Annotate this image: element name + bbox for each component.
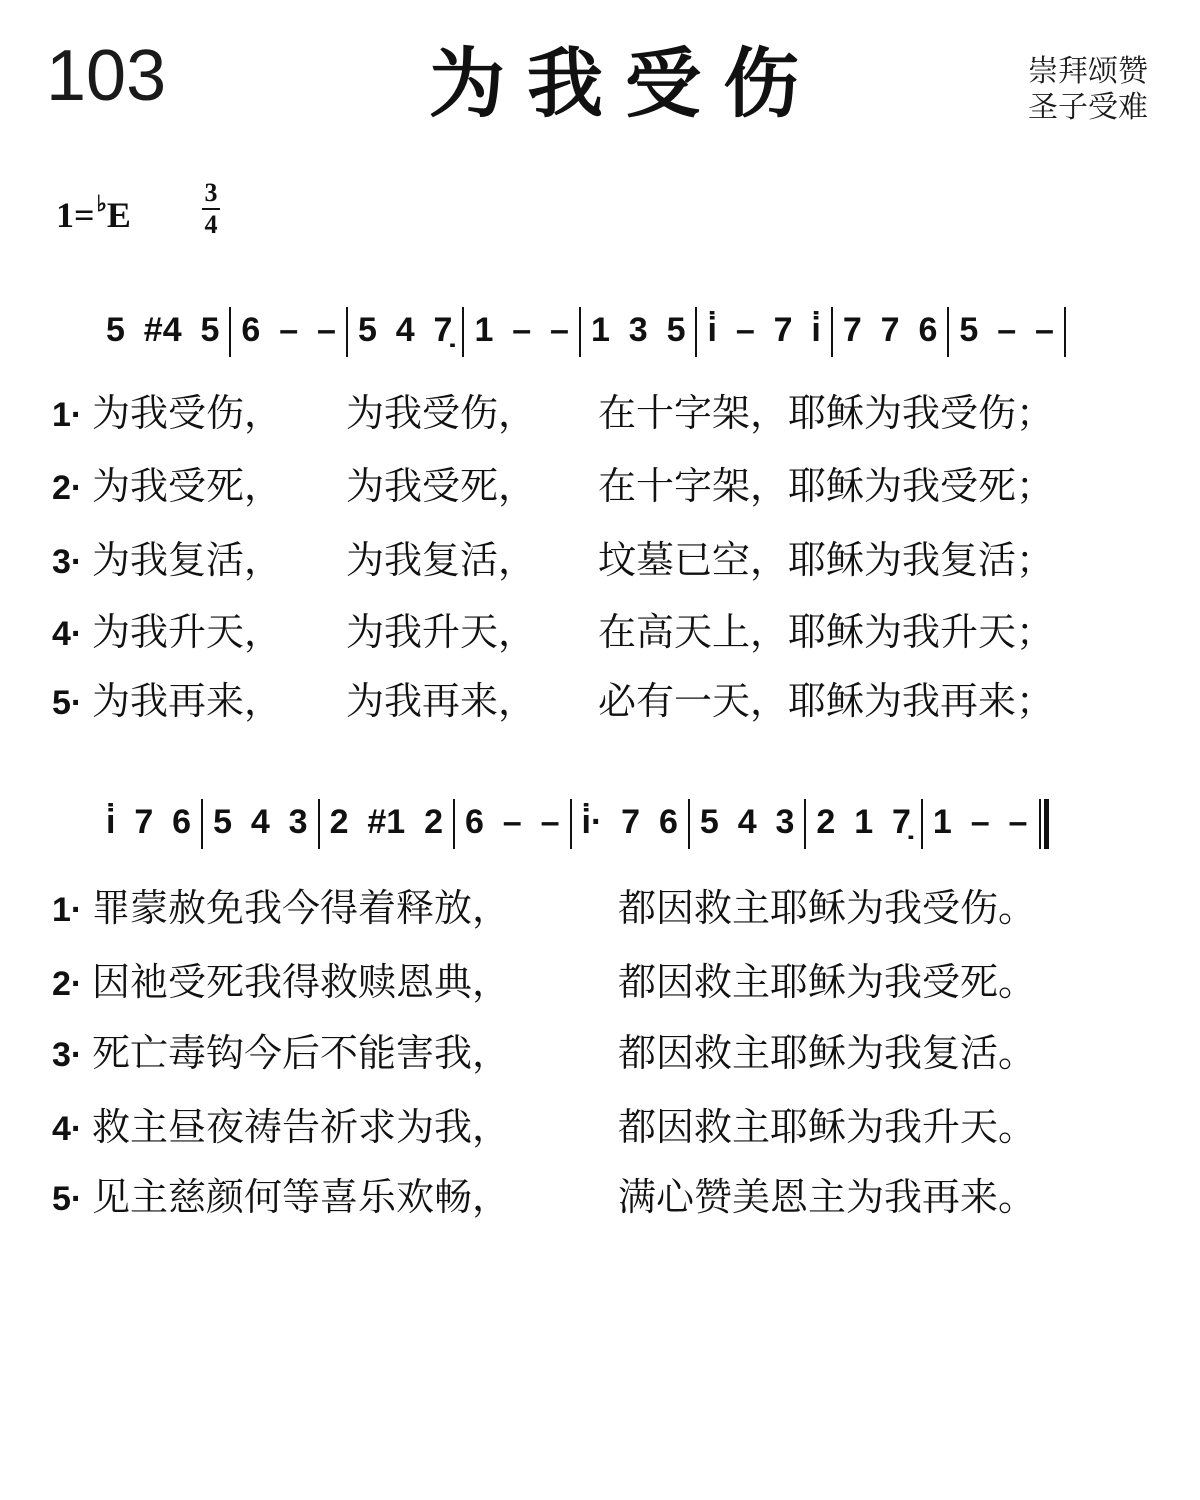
section2-verse-1 (52, 883, 1037, 933)
bar-line (462, 307, 464, 357)
section1-verse-3 (52, 535, 1055, 585)
verse-number: 5· (52, 1180, 83, 1218)
measure-notes: 5 #4 5 (106, 311, 220, 349)
hymn-number: 103 (46, 36, 167, 116)
lyric-phrase: 都因救主耶稣为我受伤。 (618, 886, 1037, 930)
lyric-phrase: 为我复活， (92, 538, 283, 582)
verse-number: 2· (52, 469, 83, 507)
verse-number: 1· (52, 396, 83, 434)
measure-notes: 2 #1 2 (329, 803, 443, 841)
lyric-phrase: 必有一天，耶稣为我再来； (598, 679, 1055, 723)
bar-line (346, 307, 348, 357)
bar-line (201, 799, 203, 849)
lyric-phrase: 救主昼夜祷告祈求为我， (92, 1105, 511, 1149)
key-letter: E (106, 195, 131, 235)
measure-notes: 5 4 3 (699, 803, 795, 841)
final-bar-line (1039, 799, 1049, 849)
measure-notes: i̇ – 7 i̇ (707, 311, 821, 349)
lyric-phrase: 为我受死， (346, 464, 537, 508)
section1-verse-2 (52, 461, 1055, 511)
key-prefix: 1= (56, 195, 95, 235)
category-line-2: 圣子受难 (1028, 90, 1148, 125)
lyric-phrase: 都因救主耶稣为我升天。 (618, 1105, 1037, 1149)
lyric-phrase: 为我升天， (346, 610, 537, 654)
lyric-phrase: 为我受死， (92, 464, 283, 508)
bar-line (688, 799, 690, 849)
flat-sign: ♭ (96, 191, 107, 216)
bar-line (229, 307, 231, 357)
section2-verse-5 (52, 1172, 1037, 1222)
hymn-title: 为我受伤 (429, 39, 821, 128)
section2-verse-2 (52, 957, 1037, 1007)
section2-verse-4 (52, 1102, 1037, 1152)
lyric-phrase: 在十字架，耶稣为我受死； (598, 464, 1055, 508)
key-signature (56, 193, 131, 233)
lyric-phrase: 因祂受死我得救赎恩典， (92, 960, 511, 1004)
section1-verse-4 (52, 607, 1055, 657)
verse-number: 2· (52, 965, 83, 1003)
section1-verse-1 (52, 388, 1055, 438)
bar-line (921, 799, 923, 849)
measure-notes: 1 3 5 (590, 311, 686, 349)
verse-number: 3· (52, 543, 83, 581)
lyric-phrase: 死亡毒钩今后不能害我， (92, 1031, 511, 1075)
verse-number: 1· (52, 891, 83, 929)
section1-verse-5 (52, 676, 1055, 726)
category-line-1: 崇拜颂赞 (1028, 54, 1148, 89)
measure-notes: 5 4 3 (213, 803, 308, 841)
bar-line (804, 799, 806, 849)
lyric-phrase: 满心赞美恩主为我再来。 (618, 1175, 1037, 1219)
verse-number: 5· (52, 684, 83, 722)
measure-notes: 2 1 7̣ (816, 803, 911, 841)
measure-notes: 7 7 6 (842, 311, 938, 349)
bar-line (831, 307, 833, 357)
bar-line (579, 307, 581, 357)
lyric-phrase: 为我受伤， (346, 391, 537, 435)
bar-line (947, 307, 949, 357)
lyric-phrase: 见主慈颜何等喜乐欢畅， (92, 1175, 511, 1219)
measure-notes: 1 – – (932, 803, 1028, 841)
lyric-phrase: 在十字架，耶稣为我受伤； (598, 391, 1055, 435)
measure-notes: 6 – – (465, 803, 560, 841)
time-top: 3 (204, 178, 218, 207)
measure-notes: 6 – – (241, 311, 336, 349)
lyric-phrase: 为我再来， (346, 679, 537, 723)
measure-notes: i̇ 7 6 (106, 803, 192, 841)
lyric-phrase: 坟墓已空，耶稣为我复活； (598, 538, 1055, 582)
lyric-phrase: 在高天上，耶稣为我升天； (598, 610, 1055, 654)
bar-line (695, 307, 697, 357)
measure-notes: i̇· 7 6 (581, 803, 678, 841)
time-signature (202, 180, 220, 238)
verse-number: 4· (52, 1110, 83, 1148)
lyric-phrase: 为我复活， (346, 538, 537, 582)
notation-line-1 (100, 305, 1070, 355)
lyric-phrase: 为我再来， (92, 679, 283, 723)
lyric-phrase: 都因救主耶稣为我受死。 (618, 960, 1037, 1004)
measure-notes: 5 4 7̣ (357, 311, 453, 349)
notation-line-2 (100, 797, 1049, 847)
bar-line (318, 799, 320, 849)
lyric-phrase: 都因救主耶稣为我复活。 (618, 1031, 1037, 1075)
measure-notes: 5 – – (959, 311, 1054, 349)
bar-line (570, 799, 572, 849)
lyric-phrase: 为我升天， (92, 610, 283, 654)
hymn-category (1028, 54, 1148, 126)
verse-number: 3· (52, 1036, 83, 1074)
lyric-phrase: 罪蒙赦免我今得着释放， (92, 886, 511, 930)
verse-number: 4· (52, 615, 83, 653)
measure-notes: 1 – – (474, 311, 569, 349)
bar-line (453, 799, 455, 849)
lyric-phrase: 为我受伤， (92, 391, 283, 435)
bar-line (1064, 307, 1066, 357)
section2-verse-3 (52, 1028, 1037, 1078)
time-bottom: 4 (204, 210, 218, 239)
